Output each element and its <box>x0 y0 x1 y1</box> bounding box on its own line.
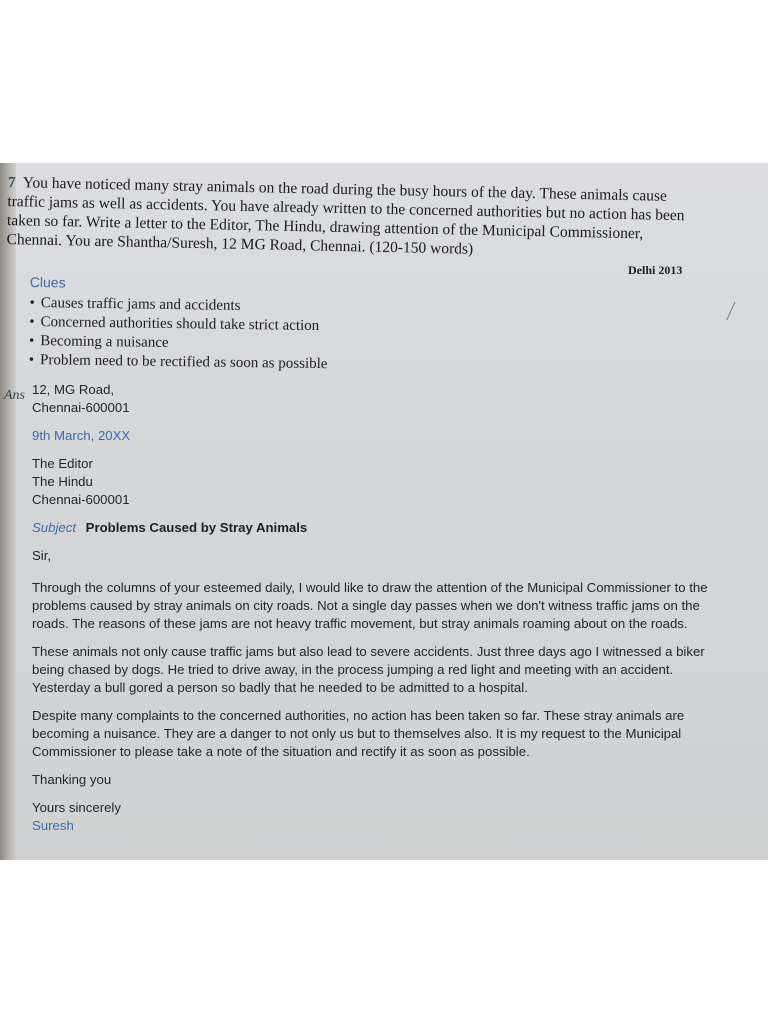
pen-mark-icon <box>726 302 744 325</box>
subject-label: Subject <box>32 520 76 535</box>
answer-label: Ans <box>4 388 25 403</box>
question-text: You have noticed many stray animals on the road during the busy hours of the day. These animals cause traffic jams as well as accidents. You have already written to the concerned authorities but no action has been taken so far. Write a letter to the Editor, The Hindu, drawing attention of the Municipal Commissioner, Chennai. You are Shantha/Suresh, 12 MG Road, Chennai. (120-150 words) <box>6 174 685 258</box>
closing-thanks: Thanking you <box>32 772 112 787</box>
clue-item: • Causes traffic jams and accidents <box>29 294 449 319</box>
sender-address-line: 12, MG Road, <box>32 382 115 397</box>
book-page-photo <box>0 163 768 860</box>
letter-answer <box>32 381 722 835</box>
question-source: Delhi 2013 <box>628 263 683 277</box>
question-number: 7 <box>7 173 16 192</box>
clues-title: Clues <box>29 273 66 291</box>
salutation: Sir, <box>32 548 52 563</box>
closing-sincerely: Yours sincerely <box>32 800 121 815</box>
clues-block <box>29 273 450 376</box>
recipient-line: The Editor <box>32 456 93 471</box>
body-paragraph: These animals not only cause traffic jams but also lead to severe accidents. Just three days ago I witnessed a biker being chased by dogs. He tried to drive away, in the process jumping a red light and meeting with an accident. Yesterday a bull gored a person so badly that he needed to be admitted to a hospital. <box>32 644 705 695</box>
clues-list <box>29 294 450 376</box>
page-binding-shadow <box>0 163 16 860</box>
subject-text: Problems Caused by Stray Animals <box>85 520 308 535</box>
sender-address-line: Chennai-600001 <box>32 400 130 415</box>
clue-item: • Problem need to be rectified as soon as possible <box>29 351 449 376</box>
body-paragraph: Despite many complaints to the concerned authorities, no action has been taken so far. These stray animals are becoming a nuisance. They are a danger to not only us but to themselves also. It is my request to the Municipal Commissioner to please take a note of the situation and rectify it as soon as possible. <box>32 708 685 759</box>
body-paragraph: Through the columns of your esteemed daily, I would like to draw the attention of the Municipal Commissioner to the problems caused by stray animals on city roads. Not a single day passes when we don't witness traffic jams on the roads. The reasons of these jams are not heavy traffic movement, but stray animals roaming about on the roads. <box>32 580 708 631</box>
signature: Suresh <box>32 818 74 833</box>
recipient-line: Chennai-600001 <box>32 492 130 507</box>
question-block <box>6 173 697 263</box>
clue-item: • Concerned authorities should take strict action <box>29 313 449 338</box>
subject-line <box>32 519 722 537</box>
clue-item: • Becoming a nuisance <box>29 332 449 357</box>
letter-date: 9th March, 20XX <box>32 428 131 443</box>
recipient-line: The Hindu <box>32 474 93 489</box>
